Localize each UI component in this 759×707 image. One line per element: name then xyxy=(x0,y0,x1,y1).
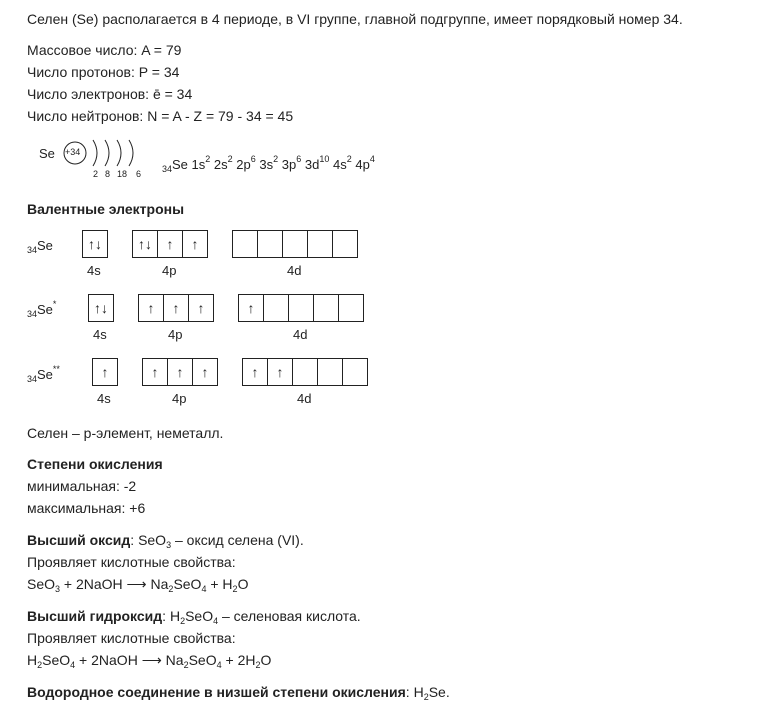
orbital-cell: ↑ xyxy=(157,230,183,258)
orbital-cell: ↑↓ xyxy=(132,230,158,258)
orbital-cell: ↑ xyxy=(242,358,268,386)
oxide-line: Высший оксид: SeO$_3$ – оксид селена (VI). xyxy=(27,532,304,550)
state-label: $_{34}$Se* xyxy=(27,299,57,319)
config-orbital: $3s^2$ xyxy=(259,154,279,172)
orbital-cell xyxy=(232,230,258,258)
orbital-cell: ↑ xyxy=(267,358,293,386)
hydroxide-line: Высший гидроксид: $H_2SeO_4$ – селеновая кислота. xyxy=(27,608,361,626)
orbital-cell: ↑ xyxy=(163,294,189,322)
config-orbital: $3d^{10}$ xyxy=(304,154,330,172)
nucleus-charge: +34 xyxy=(65,147,81,157)
orbital-cell: ↑ xyxy=(138,294,164,322)
orbital-cell: ↑ xyxy=(188,294,214,322)
config-orbital: $3p^6$ xyxy=(281,154,302,172)
label-4s: 4s xyxy=(87,263,101,278)
label-4s: 4s xyxy=(93,327,107,342)
config-orbital: $4s^2$ xyxy=(333,154,352,172)
orbital-cell xyxy=(338,294,364,322)
orbital-4s-cells xyxy=(92,358,118,386)
state-label: $_{34}$Se** xyxy=(27,364,60,384)
shell-count-2: 8 xyxy=(105,169,111,179)
orbital-cell xyxy=(263,294,289,322)
orbital-cell: ↑ xyxy=(238,294,264,322)
orbital-cell xyxy=(342,358,368,386)
orbital-cell: ↑ xyxy=(167,358,193,386)
label-4p: 4p xyxy=(168,327,183,342)
orbital-cell: ↑ xyxy=(142,358,168,386)
orbital-cell: ↑ xyxy=(182,230,208,258)
label-4p: 4p xyxy=(172,391,187,406)
shell-count-3: 18 xyxy=(117,169,128,179)
hydroxide-heading: Высший гидроксид xyxy=(27,608,163,624)
orbital-4p-cells xyxy=(142,358,218,386)
orbital-cell: ↑↓ xyxy=(82,230,108,258)
shell-arc-1 xyxy=(93,140,97,166)
config-atomic-number: 34 xyxy=(162,164,173,174)
hydrogen-heading: Водородное соединение в низшей степени окисления xyxy=(27,684,406,700)
oxide-desc: – оксид селена (VI). xyxy=(171,532,304,548)
orbital-4s-cells xyxy=(82,230,108,258)
oxidation-max: максимальная: +6 xyxy=(27,500,146,516)
hydroxide-props: Проявляет кислотные свойства: xyxy=(27,630,236,646)
intro-text: Селен (Se) располагается в 4 периоде, в VI группе, главной подгруппе, имеет порядковый номер 34. xyxy=(27,11,683,27)
shell-arc-4 xyxy=(129,140,133,166)
mass-number: Массовое число: A = 79 xyxy=(27,42,182,58)
orbital-4p-cells xyxy=(132,230,208,258)
protons-count: Число протонов: P = 34 xyxy=(27,64,180,80)
label-4s: 4s xyxy=(97,391,111,406)
config-orbital: $2p^6$ xyxy=(236,154,256,172)
orbital-cell xyxy=(313,294,339,322)
orbital-4s-cells xyxy=(88,294,114,322)
shell-count-4: 6 xyxy=(136,169,142,179)
oxidation-min: минимальная: -2 xyxy=(27,478,137,494)
shell-arc-3 xyxy=(117,140,121,166)
label-4d: 4d xyxy=(297,391,312,406)
electrons-count: Число электронов: ē = 34 xyxy=(27,86,193,102)
label-4d: 4d xyxy=(293,327,308,342)
config-symbol: Se xyxy=(172,157,188,172)
oxide-props: Проявляет кислотные свойства: xyxy=(27,554,236,570)
orbital-cell: ↑↓ xyxy=(88,294,114,322)
oxide-heading: Высший оксид xyxy=(27,532,131,548)
label-4p: 4p xyxy=(162,263,177,278)
neutrons-count: Число нейтронов: N = A - Z = 79 - 34 = 45 xyxy=(27,108,294,124)
orbital-4d-cells xyxy=(232,230,358,258)
hydroxide-formula: $H_2SeO_4$ xyxy=(169,608,219,626)
orbital-cell xyxy=(317,358,343,386)
config-orbital: $1s^2$ xyxy=(191,154,211,172)
orbital-4p-cells xyxy=(138,294,214,322)
orbital-4d-cells xyxy=(238,294,364,322)
hydroxide-equation: $H_2SeO_4$ + 2NaOH ⟶ $Na_2SeO_4 + 2H_2O$ xyxy=(27,652,272,670)
electron-configuration xyxy=(162,154,375,174)
atom-symbol: Se xyxy=(39,146,55,161)
config-orbital: $2s^2$ xyxy=(213,154,233,172)
orbital-4d-cells xyxy=(242,358,368,386)
oxide-equation: SeO$_3$ + 2NaOH ⟶ $Na_2SeO_4 + H_2O$ xyxy=(27,576,249,594)
orbital-cell xyxy=(257,230,283,258)
orbital-cell: ↑ xyxy=(192,358,218,386)
shell-arc-2 xyxy=(105,140,109,166)
orbital-cell xyxy=(292,358,318,386)
valence-heading: Валентные электроны xyxy=(27,201,185,217)
orbital-cell xyxy=(332,230,358,258)
orbital-cell xyxy=(288,294,314,322)
orbital-cell: ↑ xyxy=(92,358,118,386)
label-4d: 4d xyxy=(287,263,302,278)
hydroxide-desc: – селеновая кислота. xyxy=(218,608,361,624)
oxide-formula: SeO$_3$ xyxy=(138,532,172,550)
hydrogen-formula: $H_2Se$. xyxy=(413,684,450,702)
state-label: $_{34}$Se xyxy=(27,238,53,255)
shell-count-1: 2 xyxy=(93,169,99,179)
config-orbital: $4p^4$ xyxy=(355,154,375,172)
orbital-cell xyxy=(282,230,308,258)
orbital-cell xyxy=(307,230,333,258)
element-type: Селен – p-элемент, неметалл. xyxy=(27,425,224,441)
oxidation-heading: Степени окисления xyxy=(27,456,163,472)
hydrogen-line: Водородное соединение в низшей степени окисления: $H_2Se$. xyxy=(27,684,450,702)
